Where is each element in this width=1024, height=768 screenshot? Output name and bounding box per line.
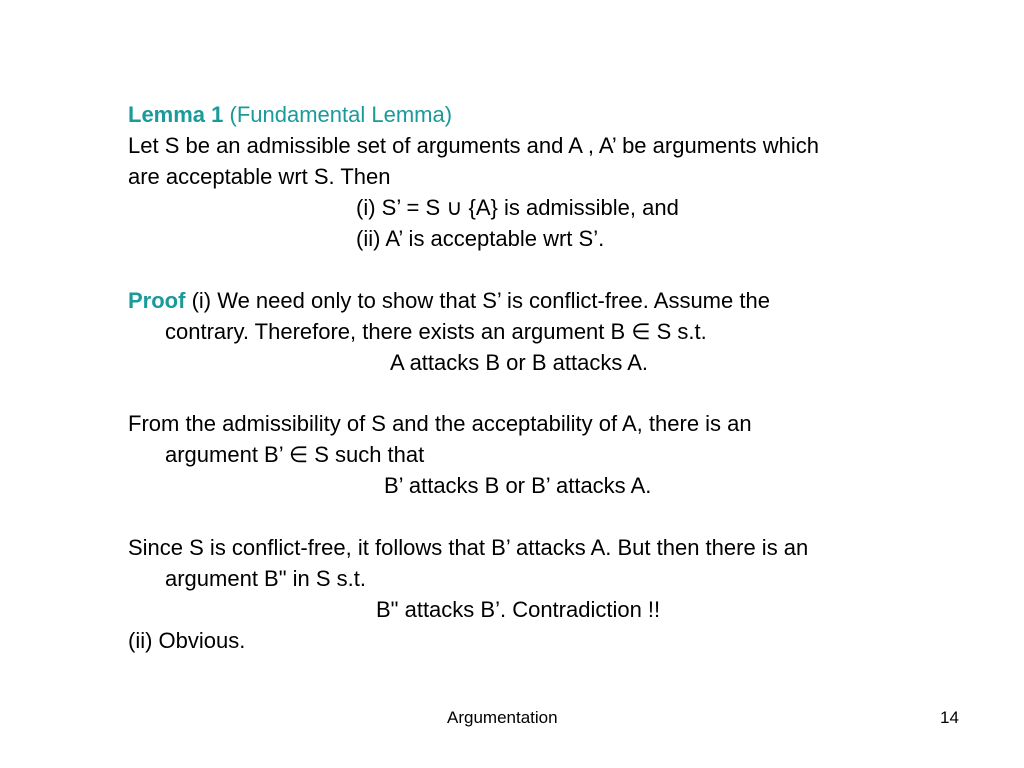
proof-label: Proof [128,288,186,313]
lemma-item-ii: (ii) A’ is acceptable wrt S’. [356,226,605,251]
proof-paragraph-2-line-1: From the admissibility of S and the acceptability of A, there is an [128,411,752,436]
proof-formula-2: B’ attacks B or B’ attacks A. [384,473,652,498]
lemma-statement-line-2: are acceptable wrt S. Then [128,164,391,189]
lemma-title: (Fundamental Lemma) [229,102,453,127]
lemma-item-i: (i) S’ = S ∪ {A} is admissible, and [356,195,679,220]
lemma-label: Lemma 1 [128,102,224,127]
proof-paragraph-3-line-1: Since S is conflict-free, it follows that B’ attacks A. But then there is an [128,535,809,560]
proof-formula-3: B" attacks B’. Contradiction !! [376,597,661,622]
proof-paragraph-1-line-1 [128,288,770,314]
proof-part-ii: (ii) Obvious. [128,628,246,653]
lemma-heading [128,102,452,128]
footer-title: Argumentation [447,708,558,727]
lemma-statement-line-1: Let S be an admissible set of arguments and A , A’ be arguments which [128,133,819,158]
page-number: 14 [940,708,959,727]
proof-paragraph-1-line-2: contrary. Therefore, there exists an argument B ∈ S s.t. [165,319,707,344]
proof-paragraph-2-line-2: argument B’ ∈ S such that [165,442,425,467]
proof-text: (i) We need only to show that S’ is conflict-free. Assume the [185,288,770,313]
proof-formula-1: A attacks B or B attacks A. [390,350,649,375]
proof-paragraph-3-line-2: argument B" in S s.t. [165,566,367,591]
